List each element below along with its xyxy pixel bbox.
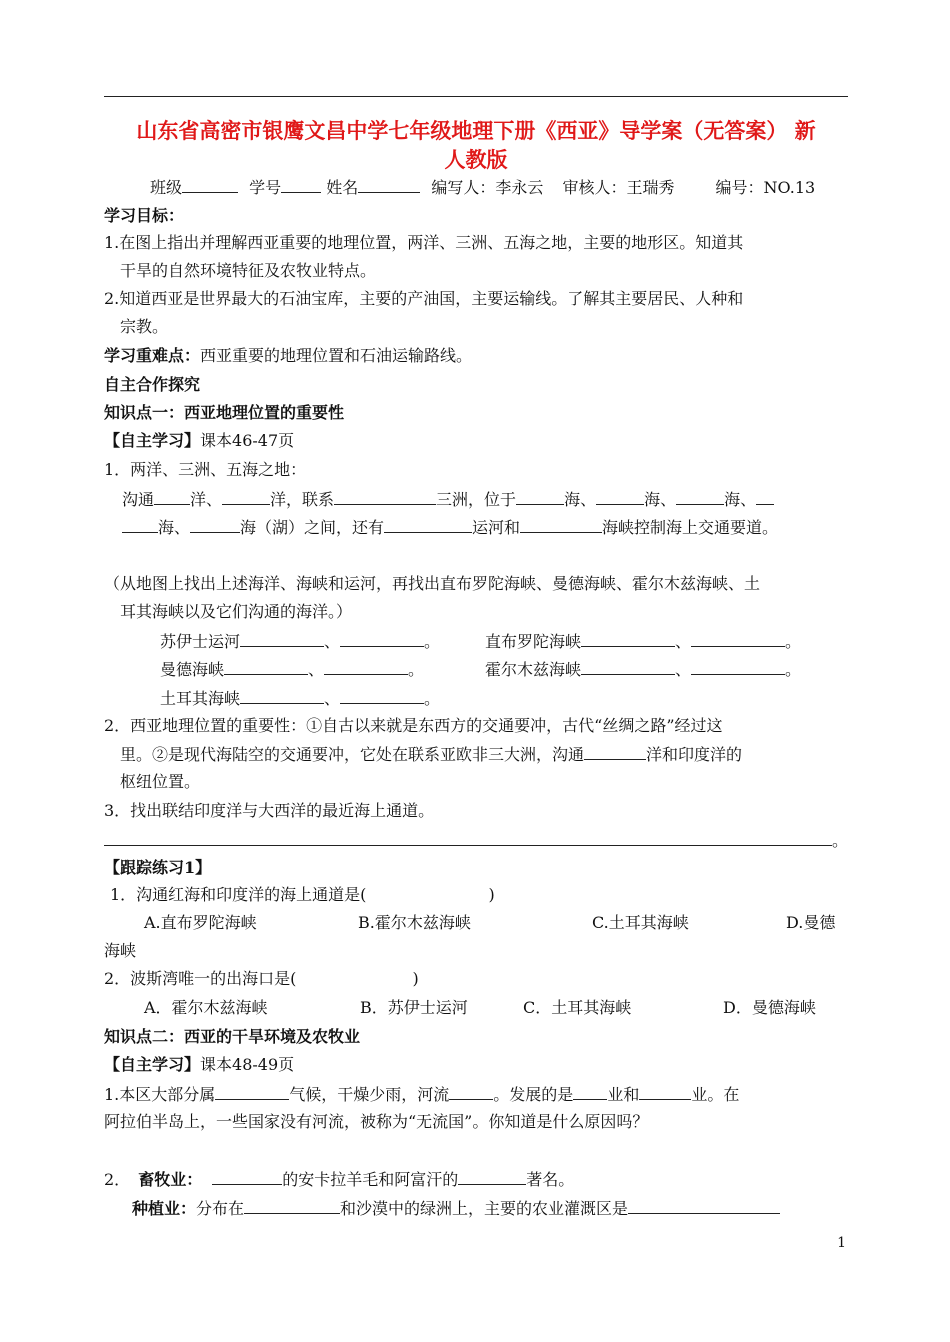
p2-option-d[interactable]: D．曼德海峡 — [723, 998, 816, 1017]
goals-heading: 学习目标： — [104, 206, 185, 225]
blank-mandeb-2[interactable] — [324, 656, 408, 675]
blank-gibraltar-2[interactable] — [691, 628, 785, 647]
k1-q1: 1．两洋、三洲、五海之地： — [104, 460, 307, 479]
header-info — [150, 174, 815, 201]
blank-sea-4-cont[interactable] — [122, 514, 158, 533]
blank-sea-5[interactable] — [190, 514, 240, 533]
document-title-cont: 人教版 — [444, 147, 508, 172]
blank-herding-1[interactable] — [212, 1166, 282, 1185]
keypoint-label: 学习重难点： — [104, 346, 201, 365]
p1-option-d-cont: 海峡 — [104, 941, 137, 960]
k1-note-cont: 耳其海峡以及它们沟通的海洋。） — [120, 602, 353, 621]
k1-fill-line-2: 海、 海（湖）之间，还有 运河和 海峡控制海上交通要道。 — [122, 514, 778, 541]
p2-option-c[interactable]: C．土耳其海峡 — [523, 998, 632, 1017]
blank-farming-1[interactable] — [244, 1195, 340, 1214]
blank-mandeb-1[interactable] — [224, 656, 308, 675]
k1-note: （从地图上找出上述海洋、海峡和运河，再找出直布罗陀海峡、曼德海峡、霍尔木兹海峡、土 — [104, 574, 761, 593]
blank-sea-4[interactable] — [756, 486, 774, 505]
blank-rivers[interactable] — [449, 1081, 493, 1100]
section-explore: 自主合作探究 — [104, 375, 201, 394]
k1-q3: 3．找出联结印度洋与大西洋的最近海上通道。 — [104, 801, 435, 820]
strait-row-2b: 霍尔木兹海峡 、 。 — [485, 656, 801, 683]
herding-label: 畜牧业： — [138, 1170, 203, 1189]
practice-q2: 2．波斯湾唯一的出海口是( ) — [104, 969, 419, 988]
p2-option-b[interactable]: B．苏伊士运河 — [360, 998, 468, 1017]
blank-strait[interactable] — [520, 514, 602, 533]
goal-2: 2.知道西亚是世界最大的石油宝库，主要的产油国，主要运输线。了解其主要居民、人种和 — [104, 289, 744, 308]
p1-option-a[interactable]: A.直布罗陀海峡 — [144, 913, 257, 932]
k2-q1-cont: 阿拉伯半岛上，一些国家没有河流，被称为“无流国”。你知道是什么原因吗？ — [104, 1112, 649, 1131]
p1-option-c[interactable]: C.土耳其海峡 — [592, 913, 689, 932]
blank-continents[interactable] — [334, 486, 436, 505]
farming-label: 种植业： — [132, 1199, 197, 1218]
blank-farming-2[interactable] — [628, 1195, 780, 1214]
k1-q2-cont: 里。②是现代海陆空的交通要冲，它处在联系亚欧非三大洲，沟通 洋和印度洋的 — [120, 741, 742, 768]
blank-gibraltar-1[interactable] — [581, 628, 675, 647]
practice-q1: 1．沟通红海和印度洋的海上通道是( ) — [110, 885, 495, 904]
blank-hormuz-1[interactable] — [581, 656, 675, 675]
blank-turkish-1[interactable] — [240, 685, 324, 704]
keypoint-text: 西亚重要的地理位置和石油运输路线。 — [200, 346, 473, 365]
document-title: 山东省高密市银鹰文昌中学七年级地理下册《西亚》导学案（无答案） 新 — [136, 118, 816, 143]
blank-herding-2[interactable] — [458, 1166, 526, 1185]
header-rule — [104, 96, 848, 97]
k2-q2: 2． 畜牧业： 的安卡拉羊毛和阿富汗的 著名。 — [104, 1166, 574, 1193]
name-label: 姓名 — [326, 178, 359, 197]
blank-industry-2[interactable] — [639, 1081, 691, 1100]
blank-suez-1[interactable] — [240, 628, 324, 647]
k2-self-study-label: 【自主学习】 — [104, 1055, 201, 1074]
goal-2-cont: 宗教。 — [120, 317, 169, 336]
blank-hormuz-2[interactable] — [691, 656, 785, 675]
strait-row-3: 土耳其海峡 、 。 — [160, 685, 440, 712]
k1-q3-answer: 。 — [104, 827, 848, 854]
blank-ocean-q2[interactable] — [584, 741, 646, 760]
p1-option-d[interactable]: D.曼德 — [786, 913, 836, 932]
k2-heading: 知识点二：西亚的干旱环境及农牧业 — [104, 1027, 361, 1046]
reviewer: 审核人：王瑞秀 — [562, 178, 675, 197]
blank-industry-1[interactable] — [573, 1081, 607, 1100]
k2-farming: 种植业：分布在 和沙漠中的绿洲上，主要的农业灌溉区是 — [132, 1195, 780, 1222]
blank-ocean-1[interactable] — [154, 486, 190, 505]
blank-q3-answer[interactable] — [104, 827, 832, 846]
k2-self-study-pages: 课本48-49页 — [200, 1055, 295, 1074]
name-blank[interactable] — [358, 174, 420, 193]
self-study-label: 【自主学习】 — [104, 431, 201, 450]
blank-climate[interactable] — [215, 1081, 289, 1100]
strait-row-1: 苏伊士运河 、 。 — [160, 628, 440, 655]
class-blank[interactable] — [182, 174, 238, 193]
k2-q1: 1.本区大部分属 气候，干燥少雨，河流 。发展的是 业和 业。在 — [104, 1081, 739, 1108]
blank-turkish-2[interactable] — [340, 685, 424, 704]
strait-row-1b: 直布罗陀海峡 、 。 — [485, 628, 801, 655]
self-study-pages: 课本46-47页 — [200, 431, 295, 450]
keypoint — [104, 343, 472, 369]
id-label: 学号 — [249, 178, 282, 197]
goal-1: 1.在图上指出并理解西亚重要的地理位置，两洋、三洲、五海之地，主要的地形区。知道其 — [104, 233, 744, 252]
p2-option-a[interactable]: A．霍尔木兹海峡 — [144, 998, 268, 1017]
blank-sea-1[interactable] — [516, 486, 564, 505]
goal-1-cont: 干旱的自然环境特征及农牧业特点。 — [120, 261, 377, 280]
k1-self-study — [104, 428, 294, 454]
page-number: 1 — [837, 1235, 846, 1251]
p1-option-b[interactable]: B.霍尔木兹海峡 — [358, 913, 471, 932]
class-label: 班级 — [150, 178, 183, 197]
blank-suez-2[interactable] — [340, 628, 424, 647]
blank-sea-2[interactable] — [596, 486, 644, 505]
k1-q2: 2．西亚地理位置的重要性：①自古以来就是东西方的交通要冲，古代“丝绸之路”经过这 — [104, 716, 723, 735]
blank-sea-3[interactable] — [676, 486, 724, 505]
k1-heading: 知识点一：西亚地理位置的重要性 — [104, 403, 345, 422]
practice-heading: 【跟踪练习1】 — [104, 858, 212, 877]
k2-self-study — [104, 1052, 294, 1078]
author: 编写人：李永云 — [431, 178, 544, 197]
strait-row-2: 曼德海峡 、 。 — [160, 656, 424, 683]
blank-canal[interactable] — [384, 514, 472, 533]
blank-ocean-2[interactable] — [222, 486, 270, 505]
k1-q2-end: 枢纽位置。 — [120, 772, 201, 791]
id-blank[interactable] — [281, 174, 321, 193]
doc-number: 编号：NO.13 — [715, 178, 816, 197]
k1-fill-line-1: 沟通 洋、 洋，联系 三洲，位于 海、 海、 海、 — [122, 486, 774, 513]
